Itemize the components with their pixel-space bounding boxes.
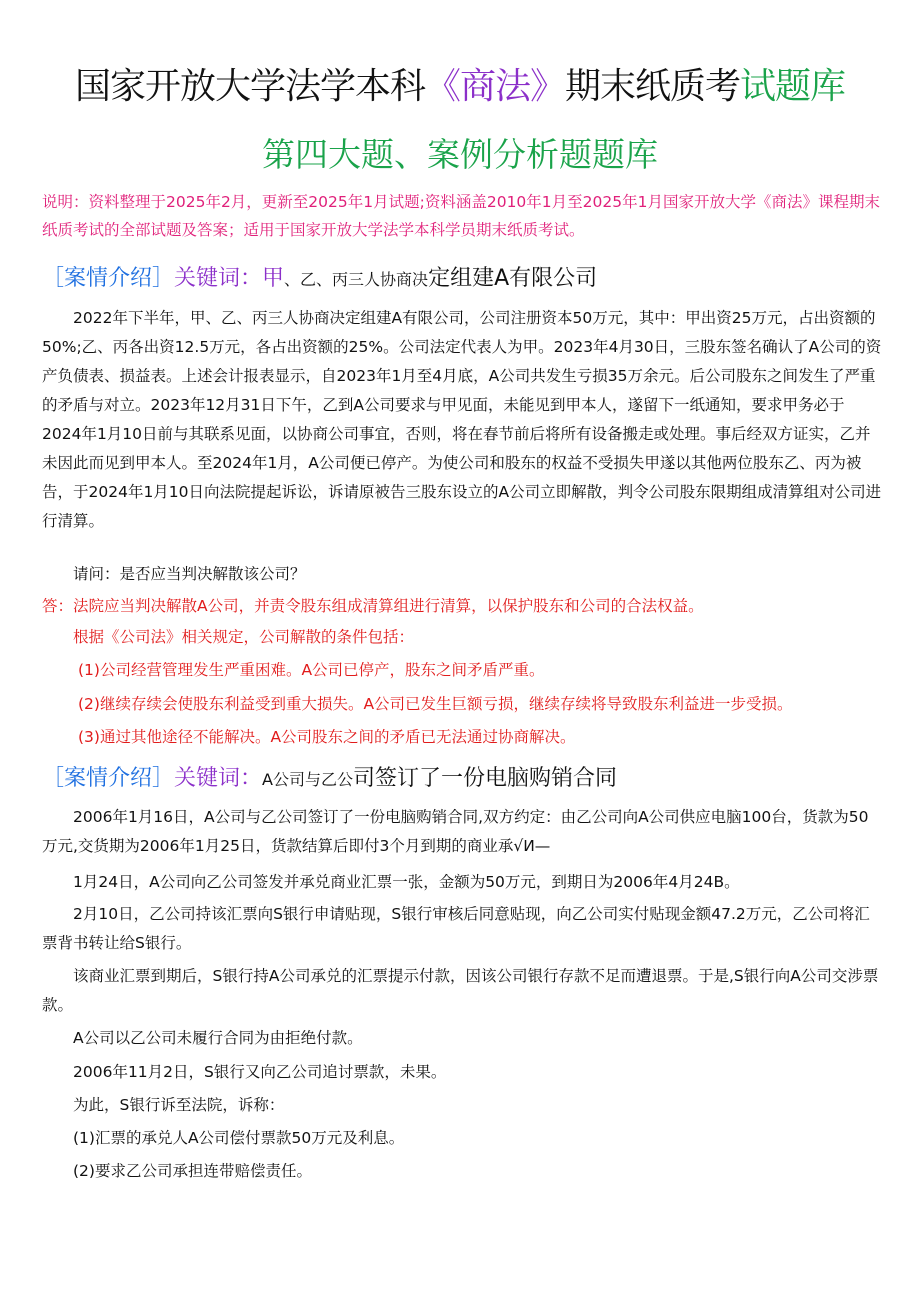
- case-1-paragraph: 2022年下半年，甲、乙、丙三人协商决定组建A有限公司，公司注册资本50万元，其中：甲出资25万元，占出资额的50%;乙、丙各出资12.5万元，各占出资额的25%。公司法定代表人为甲。2023年4月30日，三股东签名确认了A公司的资产负债表、损益表。上述会计报表显示，自2023年1月至4月底，A公司共发生亏损35万余元。后公司股东之间发生了严重的矛盾与对立。2023年12月31日下午，乙到A公司要求与甲见面，未能见到甲本人，遂留下一纸通知，要求甲务必于2024年1月10日前与其联系见面，以协商公司事宜，否则，将在春节前后将所有设备搬走或处理。事后经双方证实，乙并未因此而见到甲本人。至2024年1月，A公司便已停产。为使公司和股东的权益不受损失甲遂以其他两位股东乙、丙为被告，于2024年1月10日向法院提起诉讼，诉请原被告三股东设立的A公司立即解散，判令公司股东限期组成清算组对公司进行清算。: [42, 309, 882, 530]
- case-2-heading: [42, 762, 617, 797]
- case-2-keyword-small: A公司与乙公: [262, 770, 353, 789]
- case-2-paragraph-6: 2006年11月2日，S银行又向乙公司追讨票款，未果。: [73, 1063, 447, 1081]
- case-1-bracket: ［案情介绍］: [42, 266, 175, 291]
- case-1-question: 请问：是否应当判决解散该公司？: [73, 565, 306, 583]
- title-part-4: 试题库: [740, 66, 846, 107]
- case-2-paragraph-1: 2006年1月16日，A公司与乙公司签订了一份电脑购销合同,双方约定：由乙公司向A公司供应电脑100台，货款为50万元,交货期为2006年1月25日，货款结算后即付3个月到期的商业承√И—: [42, 808, 869, 855]
- section-subtitle: 第四大题、案例分析题题库: [262, 135, 658, 174]
- title-part-1: 国家开放大学法学本科: [74, 66, 425, 107]
- case-2-paragraph-7: 为此，S银行诉至法院，诉称：: [73, 1096, 285, 1114]
- case-1-point-1: (1)公司经营管理发生严重困难。A公司已停产，股东之间矛盾严重。: [78, 661, 545, 679]
- case-2-paragraph-3: 2月10日，乙公司持该汇票向S银行申请贴现，S银行审核后同意贴现，向乙公司实付贴现金额47.2万元，乙公司将汇票背书转让给S银行。: [42, 905, 870, 952]
- case-1-keyword-big: 定组建A有限公司: [428, 266, 598, 291]
- case-2-paragraph-4: 该商业汇票到期后，S银行持A公司承兑的汇票提示付款，因该公司银行存款不足而遭退票。于是,S银行向A公司交涉票款。: [42, 967, 879, 1014]
- case-1-heading: [42, 262, 597, 297]
- case-1-keyword-small: 、乙、丙三人协商决: [284, 270, 429, 289]
- title-part-2: 《商法》: [424, 66, 565, 107]
- case-2-paragraph-2: 1月24日，A公司向乙公司签发并承兑商业汇票一张，金额为50万元，到期日为2006年4月24B。: [73, 873, 740, 891]
- case-2-claim-1: (1)汇票的承兑人A公司偿付票款50万元及利息。: [73, 1129, 405, 1147]
- case-2-keyword-big: 司签订了一份电脑购销合同: [352, 766, 617, 791]
- case-1-answer: 答：法院应当判决解散A公司，并责令股东组成清算组进行清算，以保护股东和公司的合法权益。: [42, 597, 704, 615]
- case-1-keyword-first: 甲: [262, 266, 285, 291]
- description-note: 说明：资料整理于2025年2月，更新至2025年1月试题;资料涵盖2010年1月至2025年1月国家开放大学《商法》课程期末纸质考试的全部试题及答案；适用于国家开放大学法学本科学员期末纸质考试。: [42, 193, 880, 239]
- page-title: [0, 62, 920, 112]
- case-1-point-2: (2)继续存续会使股东利益受到重大损失。A公司已发生巨额亏损，继续存续将导致股东利益进一步受损。: [78, 695, 793, 713]
- case-2-paragraph-5: A公司以乙公司未履行合同为由拒绝付款。: [73, 1029, 363, 1047]
- case-1-basis: 根据《公司法》相关规定，公司解散的条件包括：: [73, 628, 415, 646]
- case-1-point-3: (3)通过其他途径不能解决。A公司股东之间的矛盾已无法通过协商解决。: [78, 728, 576, 746]
- case-2-bracket: ［案情介绍］: [42, 766, 175, 791]
- title-part-3: 期末纸质考: [565, 66, 741, 107]
- case-1-keyword-label: 关键词：: [174, 266, 263, 291]
- case-2-keyword-label: 关键词：: [174, 766, 263, 791]
- case-2-claim-2: (2)要求乙公司承担连带赔偿责任。: [73, 1162, 312, 1180]
